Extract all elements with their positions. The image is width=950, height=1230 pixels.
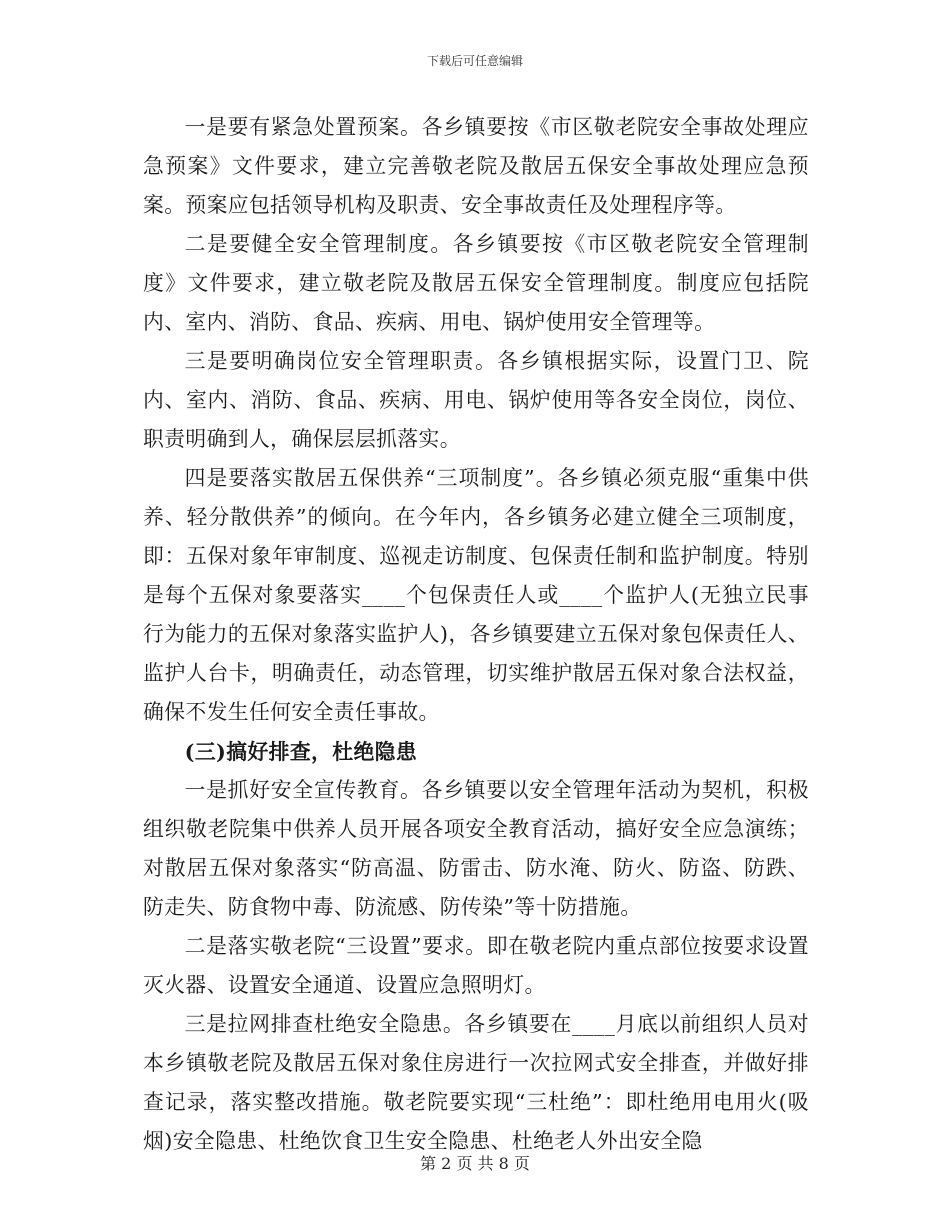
paragraph-safety-education: 一是抓好安全宣传教育。各乡镇要以安全管理年活动为契机，积极组织敬老院集中供养人员开展各项安全教育活动，搞好安全应急演练；对散居五保对象落实“防高温、防雷击、防水淹、防火、防盗、防跌、防走失、防食物中毒、防流感、防传染”等十防措施。	[143, 778, 809, 919]
document-body	[143, 108, 809, 1161]
page-number: 第 2 页 共 8 页	[420, 1154, 530, 1173]
paragraph-safety-rules: 二是要健全安全管理制度。各乡镇要按《市区敬老院安全管理制度》文件要求，建立敬老院及散居五保安全管理制度。制度应包括院内、室内、消防、食品、疾病、用电、锅炉使用安全管理等。	[143, 232, 809, 334]
paragraph-emergency-plan: 一是要有紧急处置预案。各乡镇要按《市区敬老院安全事故处理应急预案》文件要求，建立完善敬老院及散居五保安全事故处理应急预案。预案应包括领导机构及职责、安全事故责任及处理程序等。	[143, 115, 809, 217]
paragraph-post-duties: 三是要明确岗位安全管理职责。各乡镇根据实际，设置门卫、院内、室内、消防、食品、疾病、用电、锅炉使用等各安全岗位，岗位、职责明确到人，确保层层抓落实。	[143, 349, 809, 451]
paragraph-hazard-inspection: 三是拉网排查杜绝安全隐患。各乡镇要在____月底以前组织人员对本乡镇敬老院及散居五保对象住房进行一次拉网式安全排查，并做好排查记录，落实整改措施。敬老院要实现“三杜绝”：即杜绝用电用火(吸烟)安全隐患、杜绝饮食卫生安全隐患、杜绝老人外出安全隐	[143, 1012, 809, 1153]
paragraph-three-systems: 四是要落实散居五保供养“三项制度”。各乡镇必须克服“重集中供养、轻分散供养”的倾向。在今年内，各乡镇务必建立健全三项制度，即：五保对象年审制度、巡视走访制度、包保责任制和监护制度。特别是每个五保对象要落实____个包保责任人或____个监护人(无独立民事行为能力的五保对象落实监护人)，各乡镇要建立五保对象包保责任人、监护人台卡，明确责任，动态管理，切实维护散居五保对象合法权益，确保不发生任何安全责任事故。	[143, 466, 809, 724]
section-heading: (三)搞好排查，杜绝隐患	[184, 739, 418, 764]
paragraph-three-settings: 二是落实敬老院“三设置”要求。即在敬老院内重点部位按要求设置灭火器、设置安全通道、设置应急照明灯。	[143, 934, 809, 997]
page-header: 下载后可任意编辑	[426, 54, 523, 68]
